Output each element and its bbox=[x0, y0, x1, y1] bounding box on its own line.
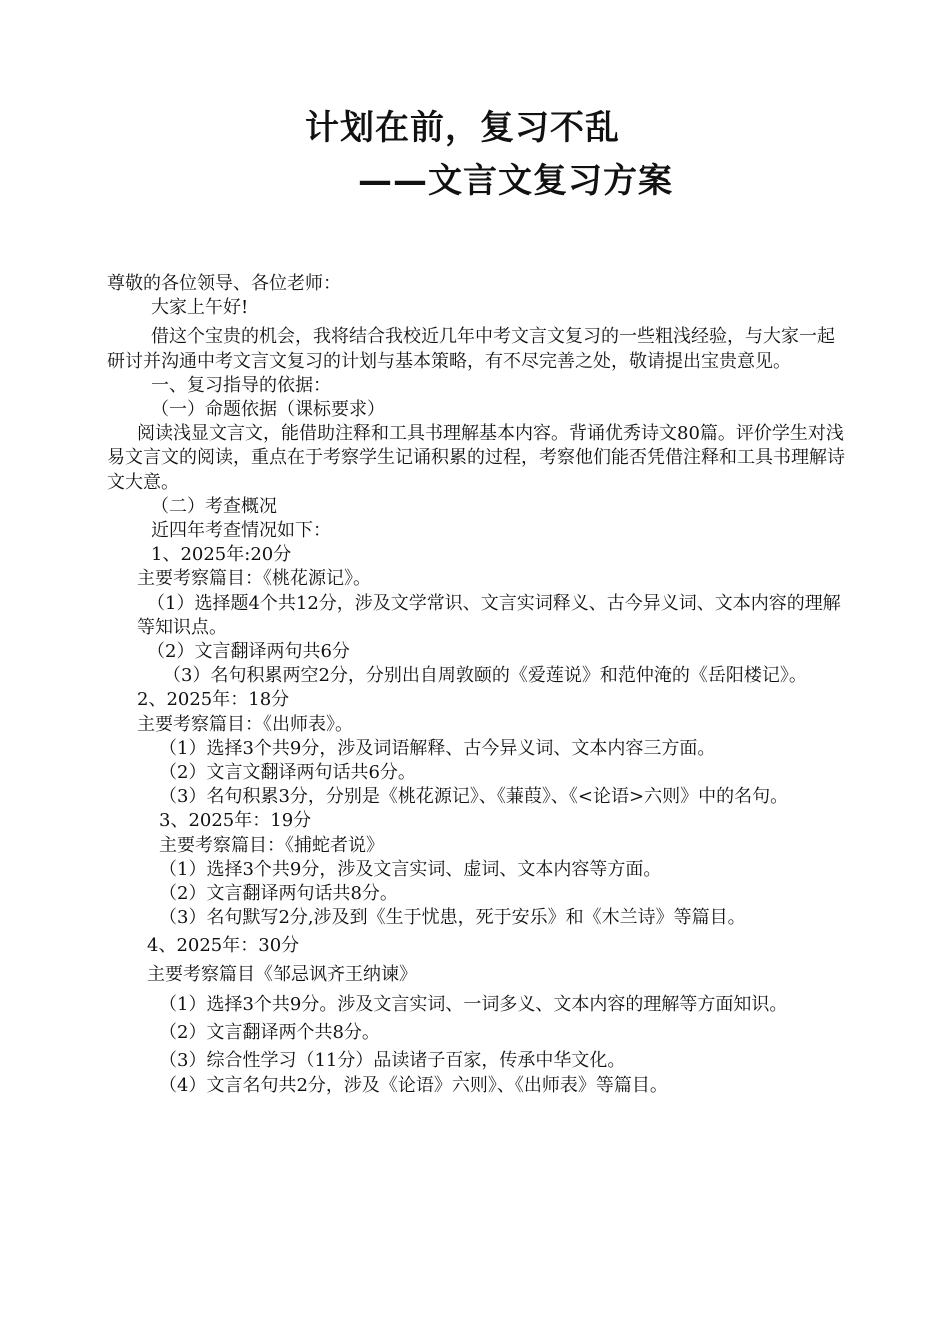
year-4-item-1: （1）选择3个共9分。涉及文言实词、一词多义、文本内容的理解等方面知识。 bbox=[159, 993, 788, 1015]
year-1-item-3: （3）名句积累两空2分，分别出自周敦颐的《爱莲说》和范仲淹的《岳阳楼记》。 bbox=[163, 665, 807, 687]
year-4-item-4: （4）文言名句共2分，涉及《论语》六则》、《出师表》等篇目。 bbox=[159, 1074, 668, 1096]
year-2-item-2: （2）文言文翻译两句话共6分。 bbox=[159, 762, 416, 784]
year-1-item-1: （1）选择题4个共12分，涉及文学常识、文言实词释义、古今异义词、文本内容的理解等知识点。 bbox=[137, 592, 841, 638]
subsection-heading-2: （二）考查概况 bbox=[151, 495, 277, 517]
year-3-heading: 3、2025年：19分 bbox=[159, 810, 312, 832]
year-2-topic: 主要考察篇目：《出师表》。 bbox=[137, 713, 353, 735]
year-1-heading: 1、2025年:20分 bbox=[151, 544, 292, 566]
year-3-topic: 主要考察篇目：《捕蛇者说》 bbox=[159, 834, 384, 856]
curriculum-paragraph: 阅读浅显文言文，能借助注释和工具书理解基本内容。背诵优秀诗文80篇。评价学生对浅易文言文的阅读，重点在于考察学生记诵积累的过程，考察他们能否凭借注释和工具书理解诗文大意。 bbox=[107, 423, 845, 493]
year-1-topic: 主要考察篇目：《桃花源记》。 bbox=[137, 568, 371, 590]
year-2-item-1: （1）选择3个共9分，涉及词语解释、古今异义词、文本内容三方面。 bbox=[159, 737, 716, 759]
subsection-heading-1: （一）命题依据（课标要求） bbox=[151, 399, 385, 421]
year-4-item-2: （2）文言翻译两个共8分。 bbox=[159, 1022, 380, 1044]
salutation: 尊敬的各位领导、各位老师： bbox=[107, 273, 341, 294]
year-3-item-1: （1）选择3个共9分，涉及文言实词、虚词、文本内容等方面。 bbox=[159, 858, 662, 880]
document-body bbox=[107, 272, 849, 1098]
year-4-item-3: （3）综合性学习（11分）品读诸子百家，传承中华文化。 bbox=[159, 1050, 626, 1072]
document-title: 计划在前，复习不乱 bbox=[305, 108, 620, 148]
year-3-item-2: （2）文言翻译两句话共8分。 bbox=[159, 883, 398, 905]
greeting: 大家上午好! bbox=[151, 297, 249, 319]
year-3-item-3: （3）名句默写2分,涉及到《生于忧患，死于安乐》和《木兰诗》等篇目。 bbox=[159, 907, 746, 929]
year-4-topic: 主要考察篇目《邹忌讽齐王纳谏》 bbox=[147, 963, 417, 985]
document-subtitle: ——文言文复习方案 bbox=[358, 161, 673, 201]
section-heading-1: 一、复习指导的依据： bbox=[151, 374, 331, 396]
year-2-heading: 2、2025年：18分 bbox=[137, 689, 290, 711]
intro-paragraph: 借这个宝贵的机会，我将结合我校近几年中考文言文复习的一些粗浅经验，与大家一起研讨并沟通中考文言文复习的计划与基本策略，有不尽完善之处，敬请提出宝贵意见。 bbox=[107, 326, 835, 372]
year-1-item-2: （2）文言翻译两句共6分 bbox=[147, 641, 350, 663]
overview-line: 近四年考查情况如下： bbox=[151, 520, 331, 542]
year-4-heading: 4、2025年：30分 bbox=[147, 935, 300, 957]
year-2-item-3: （3）名句积累3分，分别是《桃花源记》、《蒹葭》、《<论语>六则》中的名句。 bbox=[159, 786, 789, 808]
